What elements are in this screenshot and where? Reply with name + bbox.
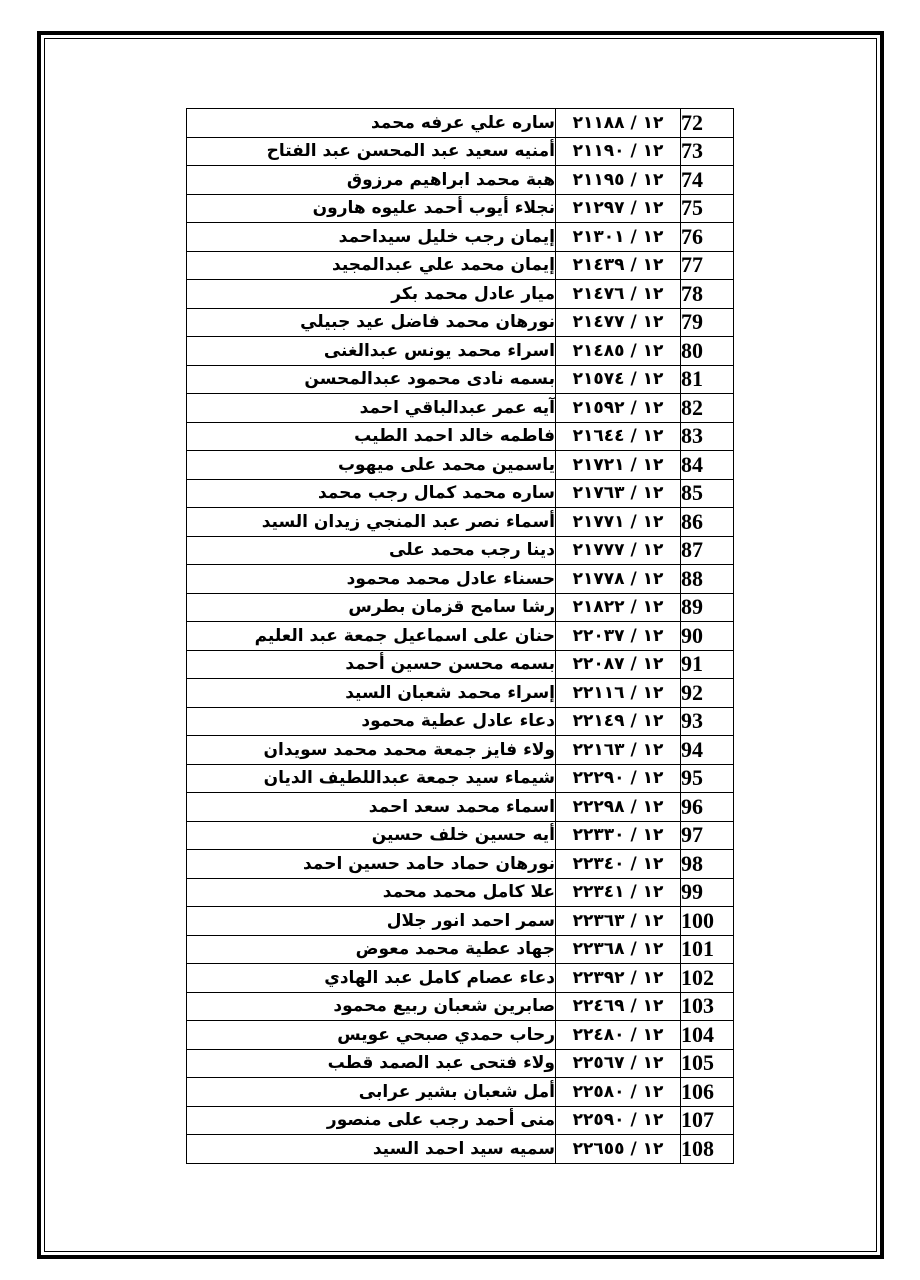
registration-code-cell: ١٢ / ٢٢٣٣٠: [556, 821, 681, 850]
row-number-cell: 74: [681, 166, 734, 195]
name-cell: هبة محمد ابراهيم مرزوق: [187, 166, 556, 195]
name-cell: نورهان محمد فاضل عيد جبيلي: [187, 308, 556, 337]
name-cell: إيمان محمد علي عبدالمجيد: [187, 251, 556, 280]
row-number-cell: 83: [681, 422, 734, 451]
row-number-cell: 76: [681, 223, 734, 252]
row-number-cell: 78: [681, 280, 734, 309]
table-row: [187, 935, 734, 964]
row-number-cell: 75: [681, 194, 734, 223]
name-cell: صابرين شعبان ربيع محمود: [187, 992, 556, 1021]
name-cell: رشا سامح قزمان بطرس: [187, 593, 556, 622]
name-cell: ميار عادل محمد بكر: [187, 280, 556, 309]
name-cell: دعاء عصام كامل عبد الهادي: [187, 964, 556, 993]
name-cell: حسناء عادل محمد محمود: [187, 565, 556, 594]
name-cell: ولاء فايز جمعة محمد محمد سويدان: [187, 736, 556, 765]
name-cell: أسماء نصر عبد المنجي زيدان السيد: [187, 508, 556, 537]
row-number-cell: 89: [681, 593, 734, 622]
row-number-cell: 79: [681, 308, 734, 337]
row-number-cell: 92: [681, 679, 734, 708]
registration-code-cell: ١٢ / ٢١١٩٠: [556, 137, 681, 166]
row-number-cell: 95: [681, 764, 734, 793]
name-cell: أيه حسين خلف حسين: [187, 821, 556, 850]
name-cell: أمل شعبان بشير عرابى: [187, 1078, 556, 1107]
row-number-cell: 107: [681, 1106, 734, 1135]
registration-code-cell: ١٢ / ٢١٧٧١: [556, 508, 681, 537]
roster-table: [186, 108, 734, 1164]
table-row: [187, 109, 734, 138]
table-row: [187, 565, 734, 594]
registration-code-cell: ١٢ / ٢١٧٧٧: [556, 536, 681, 565]
table-row: [187, 194, 734, 223]
row-number-cell: 101: [681, 935, 734, 964]
registration-code-cell: ١٢ / ٢١٤٧٦: [556, 280, 681, 309]
name-cell: بسمه محسن حسين أحمد: [187, 650, 556, 679]
table-row: [187, 308, 734, 337]
table-row: [187, 878, 734, 907]
table-row: [187, 793, 734, 822]
row-number-cell: 106: [681, 1078, 734, 1107]
registration-code-cell: ١٢ / ٢٢٣٤٠: [556, 850, 681, 879]
name-cell: علا كامل محمد محمد: [187, 878, 556, 907]
name-cell: اسماء محمد سعد احمد: [187, 793, 556, 822]
row-number-cell: 100: [681, 907, 734, 936]
registration-code-cell: ١٢ / ٢٢٦٥٥: [556, 1135, 681, 1164]
table-row: [187, 736, 734, 765]
row-number-cell: 87: [681, 536, 734, 565]
table-row: [187, 536, 734, 565]
table-row: [187, 964, 734, 993]
table-row: [187, 1049, 734, 1078]
table-row: [187, 593, 734, 622]
row-number-cell: 93: [681, 707, 734, 736]
table-row: [187, 137, 734, 166]
table-row: [187, 479, 734, 508]
table-row: [187, 907, 734, 936]
registration-code-cell: ١٢ / ٢٢٢٩٨: [556, 793, 681, 822]
row-number-cell: 102: [681, 964, 734, 993]
table-row: [187, 166, 734, 195]
registration-code-cell: ١٢ / ٢١٧٦٣: [556, 479, 681, 508]
table-row: [187, 1021, 734, 1050]
row-number-cell: 104: [681, 1021, 734, 1050]
registration-code-cell: ١٢ / ٢١٤٨٥: [556, 337, 681, 366]
registration-code-cell: ١٢ / ٢١٤٣٩: [556, 251, 681, 280]
row-number-cell: 73: [681, 137, 734, 166]
name-cell: حنان على اسماعيل جمعة عبد العليم: [187, 622, 556, 651]
registration-code-cell: ١٢ / ٢٢٣٦٨: [556, 935, 681, 964]
name-cell: جهاد عطية محمد معوض: [187, 935, 556, 964]
row-number-cell: 86: [681, 508, 734, 537]
table-row: [187, 223, 734, 252]
table-row: [187, 821, 734, 850]
name-cell: ولاء فتحى عبد الصمد قطب: [187, 1049, 556, 1078]
registration-code-cell: ١٢ / ٢٢٥٩٠: [556, 1106, 681, 1135]
name-cell: إسراء محمد شعبان السيد: [187, 679, 556, 708]
table-row: [187, 394, 734, 423]
row-number-cell: 88: [681, 565, 734, 594]
table-row: [187, 1106, 734, 1135]
name-cell: دعاء عادل عطية محمود: [187, 707, 556, 736]
registration-code-cell: ١٢ / ٢١١٩٥: [556, 166, 681, 195]
table-row: [187, 280, 734, 309]
name-cell: منى أحمد رجب على منصور: [187, 1106, 556, 1135]
name-cell: اسراء محمد يونس عبدالغنى: [187, 337, 556, 366]
row-number-cell: 81: [681, 365, 734, 394]
table-row: [187, 679, 734, 708]
row-number-cell: 98: [681, 850, 734, 879]
name-cell: آيه عمر عبدالباقي احمد: [187, 394, 556, 423]
registration-code-cell: ١٢ / ٢١٥٧٤: [556, 365, 681, 394]
row-number-cell: 90: [681, 622, 734, 651]
registration-code-cell: ١٢ / ٢١٧٢١: [556, 451, 681, 480]
registration-code-cell: ١٢ / ٢٢١٦٣: [556, 736, 681, 765]
row-number-cell: 105: [681, 1049, 734, 1078]
table-row: [187, 422, 734, 451]
registration-code-cell: ١٢ / ٢٢٥٨٠: [556, 1078, 681, 1107]
registration-code-cell: ١٢ / ٢١٤٧٧: [556, 308, 681, 337]
row-number-cell: 91: [681, 650, 734, 679]
table-row: [187, 764, 734, 793]
row-number-cell: 80: [681, 337, 734, 366]
registration-code-cell: ١٢ / ٢٢٤٦٩: [556, 992, 681, 1021]
row-number-cell: 72: [681, 109, 734, 138]
registration-code-cell: ١٢ / ٢٢٠٨٧: [556, 650, 681, 679]
roster-table-body: [187, 109, 734, 1164]
registration-code-cell: ١٢ / ٢٢٥٦٧: [556, 1049, 681, 1078]
registration-code-cell: ١٢ / ٢١٦٤٤: [556, 422, 681, 451]
name-cell: نجلاء أيوب أحمد عليوه هارون: [187, 194, 556, 223]
table-row: [187, 508, 734, 537]
table-row: [187, 337, 734, 366]
name-cell: نورهان حماد حامد حسين احمد: [187, 850, 556, 879]
name-cell: ساره علي عرفه محمد: [187, 109, 556, 138]
row-number-cell: 84: [681, 451, 734, 480]
registration-code-cell: ١٢ / ٢٢٣٤١: [556, 878, 681, 907]
row-number-cell: 108: [681, 1135, 734, 1164]
name-cell: ياسمين محمد على ميهوب: [187, 451, 556, 480]
table-row: [187, 650, 734, 679]
registration-code-cell: ١٢ / ٢٢١١٦: [556, 679, 681, 708]
registration-code-cell: ١٢ / ٢١١٨٨: [556, 109, 681, 138]
name-cell: أمنيه سعيد عبد المحسن عبد الفتاح: [187, 137, 556, 166]
row-number-cell: 85: [681, 479, 734, 508]
registration-code-cell: ١٢ / ٢٢٠٣٧: [556, 622, 681, 651]
registration-code-cell: ١٢ / ٢٢١٤٩: [556, 707, 681, 736]
registration-code-cell: ١٢ / ٢١٨٢٢: [556, 593, 681, 622]
row-number-cell: 96: [681, 793, 734, 822]
registration-code-cell: ١٢ / ٢١٢٩٧: [556, 194, 681, 223]
table-row: [187, 850, 734, 879]
name-cell: فاطمه خالد احمد الطيب: [187, 422, 556, 451]
table-row: [187, 1078, 734, 1107]
registration-code-cell: ١٢ / ٢١٥٩٢: [556, 394, 681, 423]
table-row: [187, 251, 734, 280]
table-row: [187, 365, 734, 394]
registration-code-cell: ١٢ / ٢٢٢٩٠: [556, 764, 681, 793]
registration-code-cell: ١٢ / ٢٢٣٩٢: [556, 964, 681, 993]
name-cell: شيماء سيد جمعة عبداللطيف الديان: [187, 764, 556, 793]
row-number-cell: 99: [681, 878, 734, 907]
name-cell: دينا رجب محمد على: [187, 536, 556, 565]
name-cell: سمر احمد انور جلال: [187, 907, 556, 936]
table-row: [187, 1135, 734, 1164]
table-row: [187, 622, 734, 651]
table-row: [187, 451, 734, 480]
table-row: [187, 707, 734, 736]
registration-code-cell: ١٢ / ٢٢٣٦٣: [556, 907, 681, 936]
row-number-cell: 97: [681, 821, 734, 850]
name-cell: بسمه نادى محمود عبدالمحسن: [187, 365, 556, 394]
row-number-cell: 82: [681, 394, 734, 423]
registration-code-cell: ١٢ / ٢٢٤٨٠: [556, 1021, 681, 1050]
name-cell: سميه سيد احمد السيد: [187, 1135, 556, 1164]
table-row: [187, 992, 734, 1021]
row-number-cell: 94: [681, 736, 734, 765]
registration-code-cell: ١٢ / ٢١٣٠١: [556, 223, 681, 252]
row-number-cell: 77: [681, 251, 734, 280]
name-cell: إيمان رجب خليل سيداحمد: [187, 223, 556, 252]
name-cell: رحاب حمدي صبحي عويس: [187, 1021, 556, 1050]
registration-code-cell: ١٢ / ٢١٧٧٨: [556, 565, 681, 594]
row-number-cell: 103: [681, 992, 734, 1021]
name-cell: ساره محمد كمال رجب محمد: [187, 479, 556, 508]
